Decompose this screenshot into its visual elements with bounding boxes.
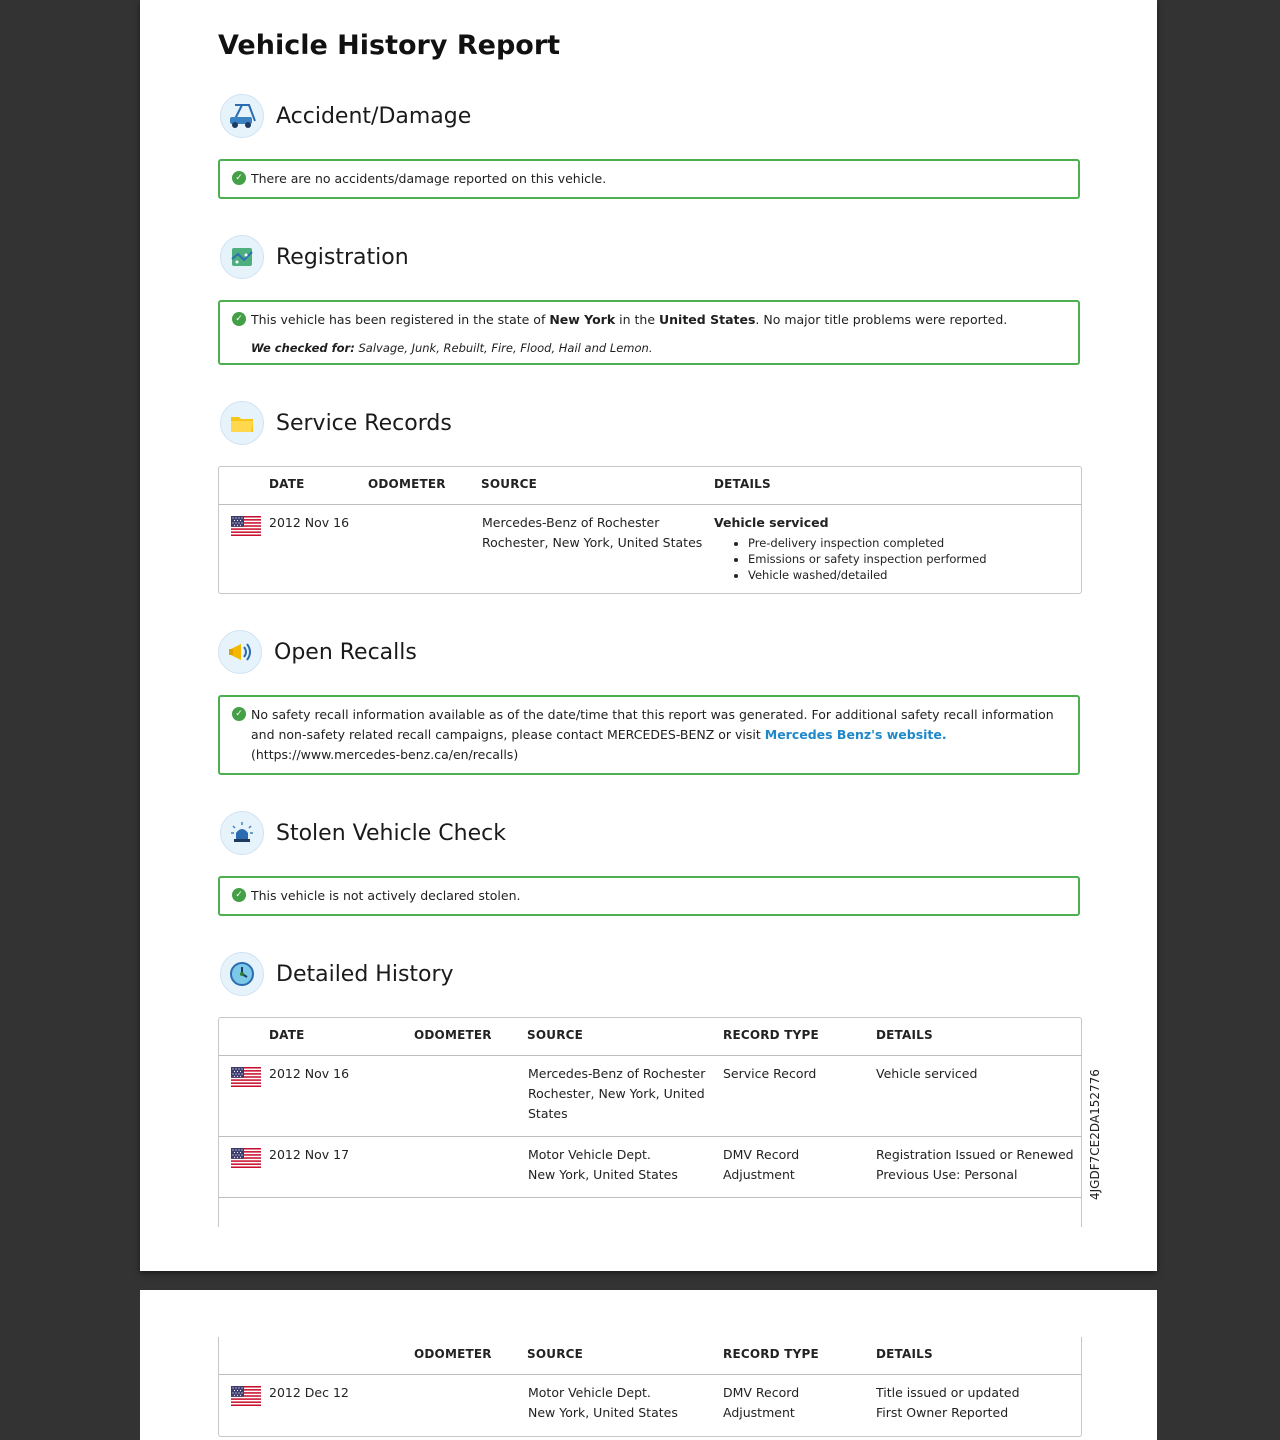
details-line: Vehicle serviced <box>876 1066 978 1081</box>
row-details <box>876 1064 977 1084</box>
report-page-2 <box>140 1290 1157 1440</box>
table-header <box>219 1337 1081 1375</box>
service-section-header <box>220 401 452 445</box>
column-header-source: SOURCE <box>481 477 538 491</box>
row-source <box>528 1064 705 1124</box>
folder-icon <box>220 401 264 445</box>
column-header-source: SOURCE <box>527 1347 584 1361</box>
column-header-details: DETAILS <box>714 477 771 491</box>
record-type-line: Service Record <box>723 1066 817 1081</box>
record-type-line: DMV Record <box>723 1385 800 1400</box>
record-type-line: Adjustment <box>723 1405 795 1420</box>
us-flag-icon <box>231 1386 261 1406</box>
row-record-type <box>723 1145 799 1185</box>
source-line: Rochester, New York, United <box>528 1086 705 1101</box>
map-document-icon <box>220 235 264 279</box>
tow-truck-icon <box>220 94 264 138</box>
recalls-section-header <box>218 630 417 674</box>
recalls-url: (https://www.mercedes-benz.ca/en/recalls) <box>251 747 519 762</box>
source-line: New York, United States <box>528 1405 678 1420</box>
record-type-line: DMV Record <box>723 1147 800 1162</box>
row-source <box>482 513 702 553</box>
source-line: Mercedes-Benz of Rochester <box>482 515 660 530</box>
registration-message <box>251 310 1066 330</box>
list-item: • Pre-delivery inspection completed <box>748 535 987 551</box>
clock-icon <box>220 952 264 996</box>
section-title: Accident/Damage <box>276 103 472 129</box>
source-line: Mercedes-Benz of Rochester <box>528 1066 706 1081</box>
table-row <box>219 1375 1081 1435</box>
checked-for-line <box>251 338 1066 358</box>
source-line: States <box>528 1106 568 1121</box>
us-flag-icon <box>231 1067 261 1087</box>
row-record-type <box>723 1064 816 1084</box>
record-type-line: Adjustment <box>723 1167 795 1182</box>
section-title: Stolen Vehicle Check <box>276 820 506 846</box>
vin-label: 4JGDF7CE2DA152776 <box>1088 1069 1102 1200</box>
recalls-msg-part1: No safety recall information available as of the date/time that this report was generated. For additional safety recall information and non-safety related recall campaigns, please contact MERCEDES-BENZ or visit <box>251 707 1054 742</box>
row-date: 2012 Nov 16 <box>269 1066 350 1081</box>
column-header-odometer: ODOMETER <box>368 477 446 491</box>
source-line: Rochester, New York, United States <box>482 535 703 550</box>
row-details <box>714 513 987 583</box>
report-page-1 <box>140 0 1157 1271</box>
details-line: Previous Use: Personal <box>876 1167 1018 1182</box>
mercedes-website-link[interactable]: Mercedes Benz's website. <box>764 727 947 742</box>
check-circle-icon: ✓ <box>232 707 246 721</box>
recalls-status-box <box>218 695 1080 775</box>
checked-for-items: Salvage, Junk, Rebuilt, Fire, Flood, Hail and Lemon. <box>354 341 653 355</box>
section-title: Service Records <box>276 410 452 436</box>
check-circle-icon: ✓ <box>232 888 246 902</box>
stolen-status-box <box>218 876 1080 916</box>
checked-for-label: We checked for: <box>251 341 355 355</box>
us-flag-icon <box>231 516 261 536</box>
check-circle-icon: ✓ <box>232 171 246 185</box>
registration-status-box <box>218 300 1080 365</box>
check-circle-icon: ✓ <box>232 312 246 326</box>
history-section-header <box>220 952 454 996</box>
table-row <box>219 505 1081 595</box>
column-header-record-type: RECORD TYPE <box>723 1028 819 1042</box>
row-source <box>528 1383 678 1423</box>
table-row <box>219 1056 1081 1137</box>
row-date: 2012 Nov 17 <box>269 1147 350 1162</box>
row-source <box>528 1145 678 1185</box>
accident-status-box <box>218 159 1080 199</box>
source-line: Motor Vehicle Dept. <box>528 1147 651 1162</box>
row-details <box>876 1383 1020 1423</box>
megaphone-icon <box>218 630 262 674</box>
service-records-table <box>218 466 1082 594</box>
table-row <box>219 1137 1081 1198</box>
column-header-odometer: ODOMETER <box>414 1028 492 1042</box>
row-record-type <box>723 1383 799 1423</box>
registration-msg-part2: in the <box>615 312 659 327</box>
accident-message: There are no accidents/damage reported on this vehicle. <box>251 171 607 186</box>
section-title: Detailed History <box>276 961 454 987</box>
registration-country: United States <box>659 312 756 327</box>
stolen-message: This vehicle is not actively declared stolen. <box>251 888 521 903</box>
siren-icon <box>220 811 264 855</box>
column-header-details: DETAILS <box>876 1028 933 1042</box>
source-line: Motor Vehicle Dept. <box>528 1385 651 1400</box>
row-date: 2012 Dec 12 <box>269 1385 349 1400</box>
column-header-odometer: ODOMETER <box>414 1347 492 1361</box>
column-header-date: DATE <box>269 1028 305 1042</box>
accident-section-header <box>220 94 471 138</box>
column-header-date: DATE <box>269 477 305 491</box>
details-line: First Owner Reported <box>876 1405 1009 1420</box>
registration-state: New York <box>549 312 616 327</box>
column-header-details: DETAILS <box>876 1347 933 1361</box>
column-header-source: SOURCE <box>527 1028 584 1042</box>
row-details <box>876 1145 1074 1185</box>
table-header <box>219 1018 1081 1056</box>
details-line: Registration Issued or Renewed <box>876 1147 1074 1162</box>
stolen-section-header <box>220 811 506 855</box>
table-header <box>219 467 1081 505</box>
registration-msg-part1: This vehicle has been registered in the state of <box>251 312 550 327</box>
column-header-record-type: RECORD TYPE <box>723 1347 819 1361</box>
registration-msg-part3: . No major title problems were reported. <box>755 312 1008 327</box>
list-item: • Vehicle washed/detailed <box>748 567 987 583</box>
details-title: Vehicle serviced <box>714 515 829 530</box>
section-title: Registration <box>276 244 409 270</box>
report-title: Vehicle History Report <box>218 30 561 61</box>
detailed-history-table-continued <box>218 1337 1082 1437</box>
section-title: Open Recalls <box>274 639 417 665</box>
us-flag-icon <box>231 1148 261 1168</box>
row-date: 2012 Nov 16 <box>269 515 350 530</box>
registration-section-header <box>220 235 409 279</box>
list-item: • Emissions or safety inspection performed <box>748 551 987 567</box>
source-line: New York, United States <box>528 1167 678 1182</box>
recalls-message <box>251 705 1066 745</box>
detailed-history-table <box>218 1017 1082 1227</box>
details-line: Title issued or updated <box>876 1385 1020 1400</box>
details-list <box>714 535 987 583</box>
